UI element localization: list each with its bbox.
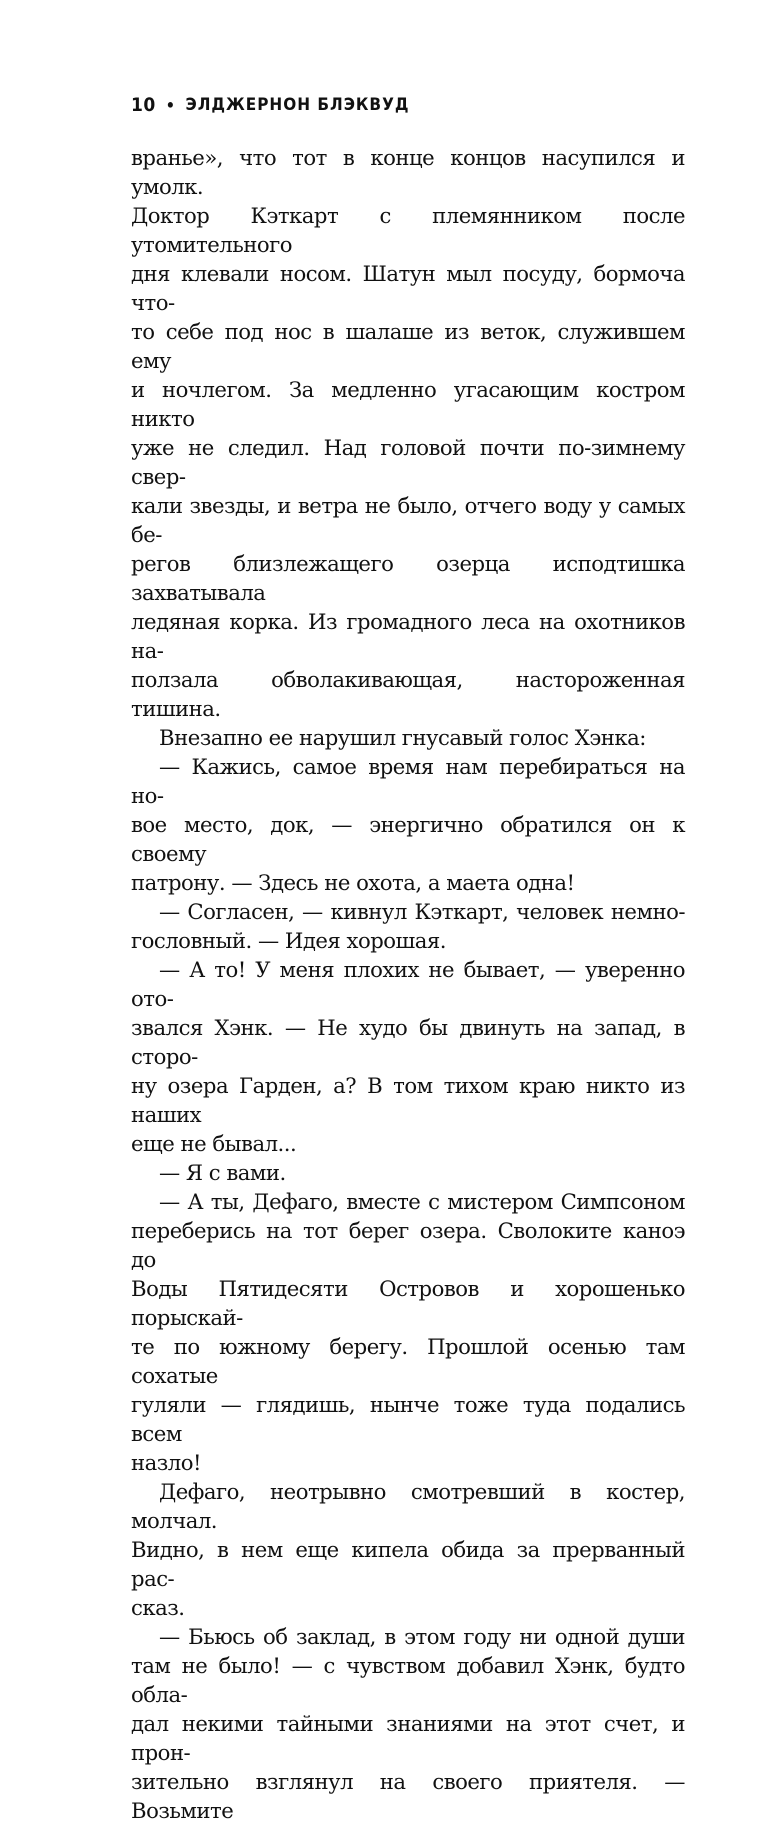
text-line: — Бьюсь об заклад, в этом году ни одной души: [159, 1624, 685, 1649]
running-head: [131, 94, 410, 116]
text-line: звался Хэнк. — Не худо бы двинуть на запад, в сторо-: [131, 1015, 685, 1069]
bullet-separator: •: [165, 95, 176, 115]
text-line: то себе под нос в шалаше из веток, служившем ему: [131, 319, 685, 373]
text-line: — Кажись, самое время нам перебираться на но-: [131, 754, 685, 808]
text-line: уже не следил. Над головой почти по-зимнему свер-: [131, 435, 685, 489]
text-line: зительно взглянул на своего приятеля. — Возьмите: [131, 1769, 685, 1823]
text-line: — А то! У меня плохих не бывает, — уверенно ото-: [131, 957, 685, 1011]
text-line: те по южному берегу. Прошлой осенью там сохатые: [131, 1334, 685, 1388]
text-line: сказ.: [131, 1595, 185, 1620]
text-line: регов близлежащего озерца исподтишка захватывала: [131, 551, 685, 605]
text-line: вранье», что тот в конце концов насупился и умолк.: [131, 145, 685, 199]
text-line: Дефаго, неотрывно смотревший в костер, молчал.: [131, 1479, 685, 1533]
text-line: гословный. — Идея хорошая.: [131, 928, 446, 953]
text-line: патрону. — Здесь не охота, а маета одна!: [131, 870, 575, 895]
text-line: ну озера Гарден, а? В том тихом краю никто из наших: [131, 1073, 685, 1127]
text-line: ползала обволакивающая, настороженная тишина.: [131, 667, 685, 721]
page-number: 10: [131, 94, 156, 116]
text-line: — Согласен, — кивнул Кэткарт, человек немно-: [159, 899, 685, 924]
text-line: переберись на тот берег озера. Сволоките каноэ до: [131, 1218, 685, 1272]
text-line: вое место, док, — энергично обратился он к своему: [131, 812, 685, 866]
text-line: гуляли — глядишь, нынче тоже туда подались всем: [131, 1392, 685, 1446]
author-name: ЭЛДЖЕРНОН БЛЭКВУД: [185, 95, 410, 115]
text-line: — Я с вами.: [159, 1160, 286, 1185]
text-line: Доктор Кэткарт с племянником после утомительного: [131, 203, 685, 257]
text-line: дал некими тайными знаниями на этот счет, и прон-: [131, 1711, 685, 1765]
text-line: Видно, в нем еще кипела обида за прерванный рас-: [131, 1537, 685, 1591]
text-line: назло!: [131, 1450, 202, 1475]
text-line: Воды Пятидесяти Островов и хорошенько порыскай-: [131, 1276, 685, 1330]
text-line: кали звезды, и ветра не было, отчего воду у самых бе-: [131, 493, 685, 547]
text-line: там не было! — с чувством добавил Хэнк, будто обла-: [131, 1653, 685, 1707]
text-line: дня клевали носом. Шатун мыл посуду, бормоча что-: [131, 261, 685, 315]
body-text: [131, 143, 685, 1825]
text-line: еще не бывал...: [131, 1131, 297, 1156]
text-line: ледяная корка. Из громадного леса на охотников на-: [131, 609, 685, 663]
text-line: и ночлегом. За медленно угасающим костром никто: [131, 377, 685, 431]
text-line: — А ты, Дефаго, вместе с мистером Симпсоном: [159, 1189, 685, 1214]
text-line: Внезапно ее нарушил гнусавый голос Хэнка:: [159, 725, 646, 750]
